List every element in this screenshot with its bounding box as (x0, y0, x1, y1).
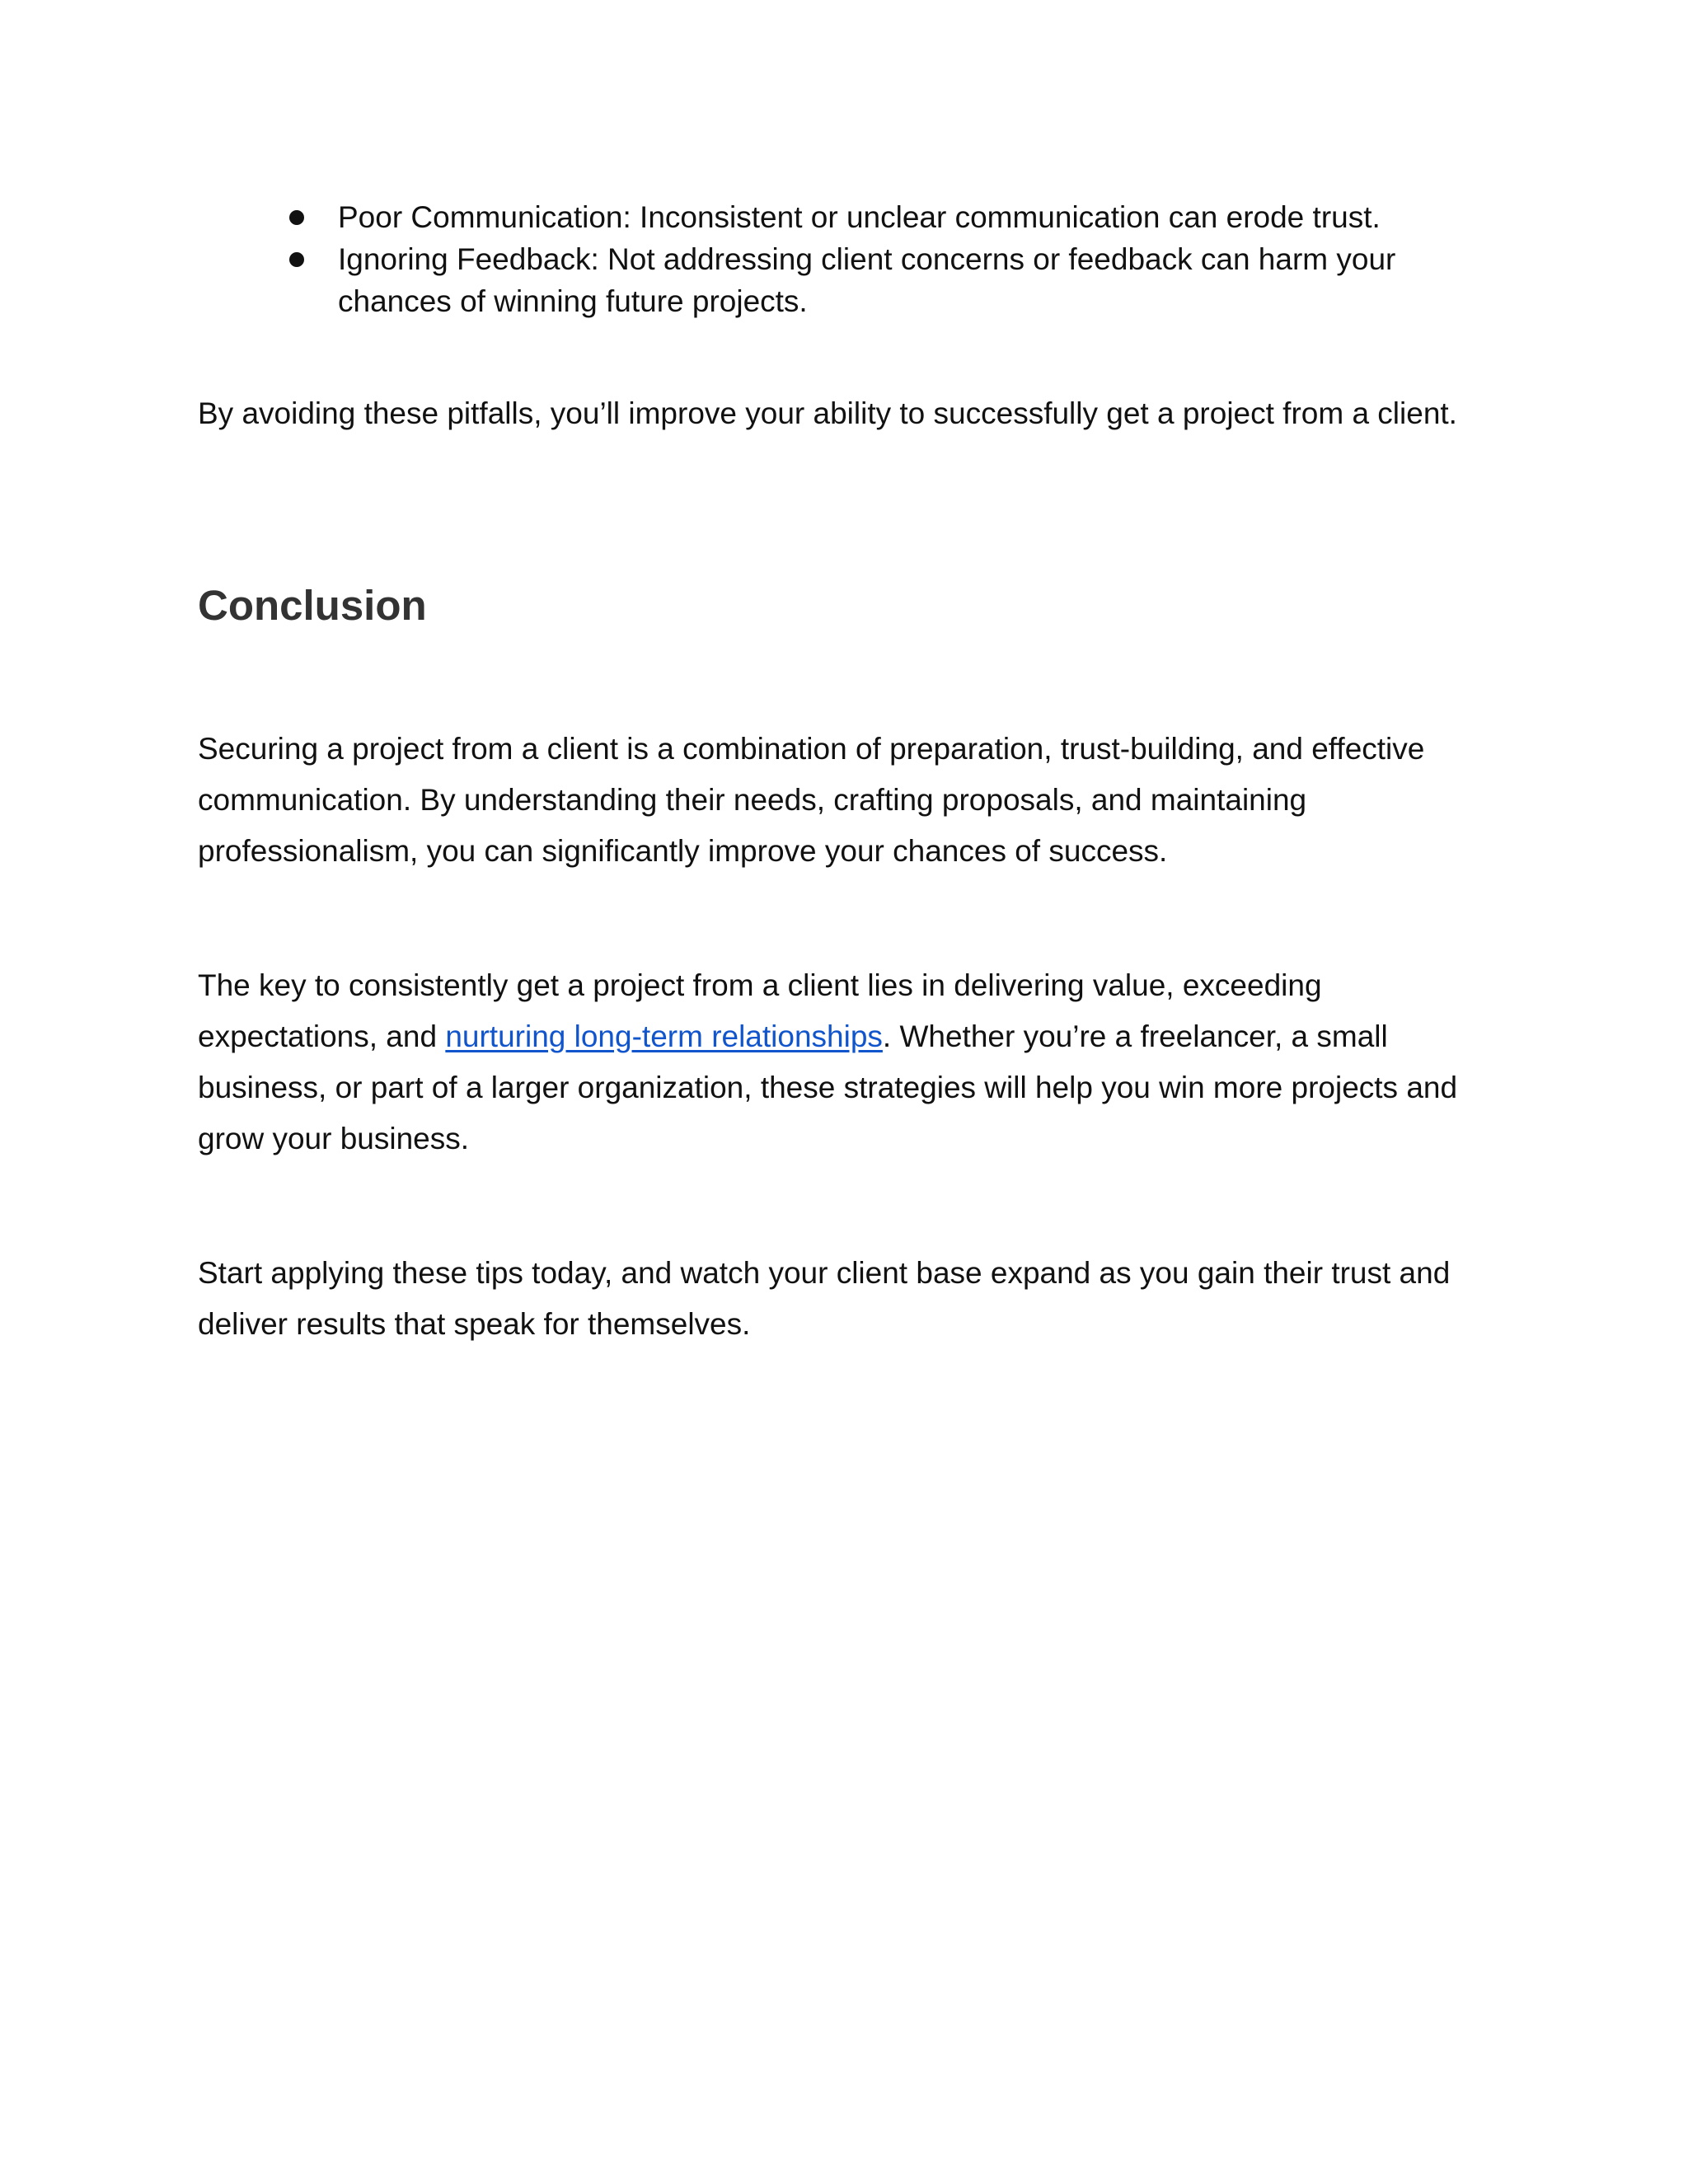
bullet-text: Poor Communication: Inconsistent or unclear communication can erode trust. (338, 200, 1381, 234)
paragraph-key (198, 960, 1492, 1165)
paragraph-securing: Securing a project from a client is a combination of preparation, trust-building, and effective communication. By understanding their needs, crafting proposals, and maintaining professionalism, you can significantly improve your chances of success. (198, 732, 1425, 868)
pitfalls-bullet-list (198, 196, 1467, 322)
paragraph-key-text-before: The key to consistently get a project from a client lies in delivering value, exceeding expectations, and (198, 968, 1322, 1053)
bullet-item-ignoring-feedback (198, 238, 1467, 322)
paragraph-pitfalls: By avoiding these pitfalls, you’ll improve your ability to successfully get a project from a client. (198, 396, 1457, 430)
paragraph-start: Start applying these tips today, and watch your client base expand as you gain their trust and deliver results that speak for themselves. (198, 1256, 1451, 1341)
heading-conclusion: Conclusion (198, 582, 427, 629)
bullet-text: Ignoring Feedback: Not addressing client concerns or feedback can harm your chances of winning future projects. (338, 242, 1396, 318)
bullet-item-poor-communication (198, 196, 1467, 238)
nurturing-relationships-link[interactable]: nurturing long-term relationships (445, 1019, 883, 1053)
bullet-dot-icon (289, 210, 304, 225)
bullet-dot-icon (289, 252, 304, 267)
paragraph-key-text-after: . Whether you’re a freelancer, a small business, or part of a larger organization, these strategies will help you win more projects and grow your business. (198, 1019, 1458, 1155)
